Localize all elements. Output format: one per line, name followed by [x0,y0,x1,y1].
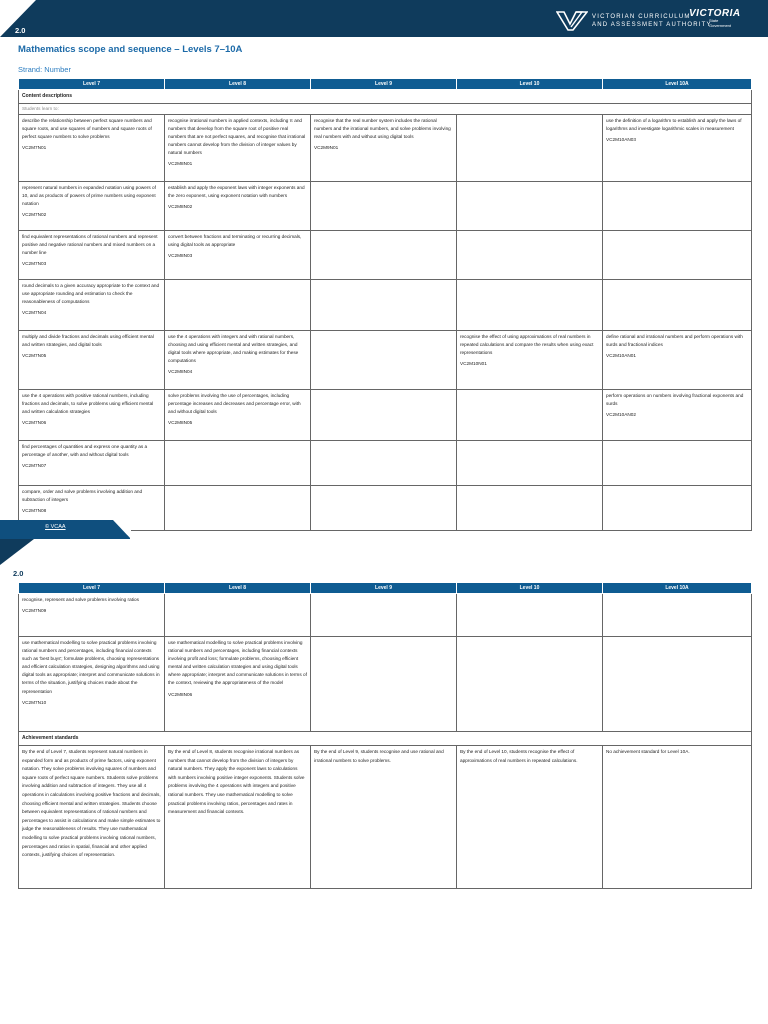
achievement-standard-cell: By the end of Level 9, students recognise and use rational and irrational numbers to solve problems. [311,746,457,889]
subheading-row [19,104,752,115]
content-description-text: use mathematical modelling to solve practical problems involving rational numbers and percentages, including financial contexts involving profit and loss; formulate problems, choosing efficient mental and written calculation strategies and using digital tools where appropriate; interpret and communicate solutions in terms of the context, reviewing the appropriateness of the model [168,640,307,686]
table-row [19,441,752,486]
content-code: VC2M10N01 [460,361,487,367]
content-description-text: represent natural numbers in expanded notation using powers of 10, and as products of powers of prime numbers using exponent notation [22,185,156,207]
page-title: Mathematics scope and sequence – Levels 7–10A [18,44,243,55]
content-code: VC2M10AN03 [606,137,636,143]
table-row [19,331,752,390]
header-level-9: Level 9 [311,79,457,90]
content-description-text: convert between fractions and terminating or recurring decimals, using digital tools as appropriate [168,234,302,248]
content-cell [311,231,457,280]
scope-sequence-table-2 [18,582,752,889]
content-cell [19,280,165,331]
content-cell [19,637,165,732]
content-description-text: describe the relationship between perfect square numbers and square roots, and use squares of numbers and square roots of perfect square numbers to solve problems [22,118,152,140]
content-cell [603,594,752,637]
section-achievement-standards: Achievement standards [19,732,752,746]
content-cell [311,441,457,486]
content-code: VC2M8N05 [168,420,193,426]
content-code: VC2M8N04 [168,369,193,375]
victoria-logo-government: Government [709,22,732,28]
content-cell [457,637,603,732]
content-description-text: use the 4 operations with positive rational numbers, including fractions and decimals, to solve problems using efficient mental and written calculation strategies [22,393,154,415]
content-cell [311,637,457,732]
section-content-descriptions: Content descriptions [19,90,752,104]
content-cell [165,637,311,732]
content-cell [165,390,311,441]
content-cell [457,115,603,182]
achievement-standard-cell: By the end of Level 10, students recognise the effect of approximations of real numbers in repeated calculations. [457,746,603,889]
content-description-text: use the definition of a logarithm to establish and apply the laws of logarithms and investigate logarithmic scales in measurement [606,118,742,132]
content-cell [311,331,457,390]
content-cell [19,231,165,280]
content-description-text: perform operations on numbers involving fractional exponents and surds [606,393,744,407]
content-code: VC2M7N01 [22,145,47,151]
footer-band [0,520,130,539]
content-cell [603,486,752,531]
header-band [0,0,768,37]
content-cell [603,390,752,441]
content-code: VC2M10AN02 [606,412,636,418]
vcaa-logo-line1: VICTORIAN CURRICULUM [592,14,691,20]
content-cell [457,594,603,637]
achievement-standard-cell: No achievement standard for Level 10A. [603,746,752,889]
content-cell [457,182,603,231]
content-cell [165,231,311,280]
section-row [19,732,752,746]
header-level-9: Level 9 [311,583,457,594]
content-description-text: use the 4 operations with integers and with rational numbers, choosing and using efficient mental and written strategies, and digital tools where appropriate, and making estimates for these computations [168,334,299,364]
vcaa-logo-line2: AND ASSESSMENT AUTHORITY [592,22,712,28]
content-cell [311,390,457,441]
copyright-link[interactable]: © VCAA [45,524,66,530]
content-cell [457,441,603,486]
victoria-logo-state: State [709,18,719,23]
table-header-row [19,79,752,90]
content-description-text: solve problems involving the use of percentages, including percentage increases and decreases and percentage error, with and without digital tools [168,393,301,415]
content-description-text: recognise the effect of using approximations of real numbers in repeated calculations and compare the results when using exact representations [460,334,594,356]
table-row [19,231,752,280]
content-cell [457,486,603,531]
content-cell [311,182,457,231]
header-level-10: Level 10 [457,79,603,90]
content-cell [19,331,165,390]
header-level-8: Level 8 [165,79,311,90]
victoria-logo-wordmark: VICTORIA [689,8,741,19]
scope-sequence-table-1 [18,78,752,531]
content-description-text: recognise irrational numbers in applied contexts, including π and numbers that develop from the square root of positive real numbers that are not perfect squares, and recognise that irrational numbers cannot develop from the division of integer values by natural numbers [168,118,306,156]
content-code: VC2M10AN01 [606,353,636,359]
content-code: VC2M7N09 [22,608,47,614]
table-row [19,280,752,331]
table-row [19,594,752,637]
header-level-10a: Level 10A [603,583,752,594]
students-learn-label: Students learn to: [19,104,752,115]
strand-label: Strand: Number [18,65,71,74]
table-row [19,637,752,732]
content-description-text: find percentages of quantities and express one quantity as a percentage of another, with and without digital tools [22,444,148,458]
achievement-row [19,746,752,889]
content-code: VC2M9N01 [314,145,339,151]
content-description-text: find equivalent representations of rational numbers and represent positive and negative rational numbers and mixed numbers on a number line [22,234,158,256]
content-description-text: recognise that the real number system includes the rational numbers and the irrational numbers, and solve problems involving real numbers with and without using digital tools [314,118,451,140]
content-cell [165,594,311,637]
table-row [19,390,752,441]
content-code: VC2M7N10 [22,699,47,705]
content-description-text: multiply and divide fractions and decimals using efficient mental and written strategies, and digital tools [22,334,154,348]
content-cell [457,390,603,441]
header-level-10a: Level 10A [603,79,752,90]
content-cell [165,486,311,531]
page-corner-decoration [0,539,34,565]
content-code: VC2M8N02 [168,204,193,210]
content-code: VC2M7N07 [22,463,47,469]
version-label-page-2: 2.0 [13,569,24,578]
content-description-text: use mathematical modelling to solve practical problems involving rational numbers and percentages, including financial contexts such as 'best buys'; formulate problems, choosing representations and efficient calculation strategies, designing algorithms and using digital tools as appropriate; interpret and communicate solutions in terms of the situation, justifying choices made about the representation [22,640,160,694]
content-code: VC2M8N01 [168,161,193,167]
content-cell [311,280,457,331]
content-code: VC2M7N02 [22,212,47,218]
content-cell [165,331,311,390]
content-code: VC2M7N03 [22,261,47,267]
content-cell [165,115,311,182]
content-cell [457,231,603,280]
header-level-7: Level 7 [19,583,165,594]
content-cell [19,594,165,637]
content-cell [603,115,752,182]
content-cell [603,231,752,280]
content-cell [19,441,165,486]
header-level-8: Level 8 [165,583,311,594]
content-code: VC2M8N03 [168,253,193,259]
vcaa-logo-icon [556,9,588,31]
content-cell [19,182,165,231]
content-cell [603,331,752,390]
content-description-text: recognise, represent and solve problems involving ratios [22,597,139,602]
content-cell [165,182,311,231]
content-code: VC2M7N08 [22,508,47,514]
content-cell [165,441,311,486]
content-cell [457,280,603,331]
content-cell [311,486,457,531]
table-row [19,115,752,182]
content-cell [457,331,603,390]
header-level-7: Level 7 [19,79,165,90]
content-description-text: compare, order and solve problems involving addition and subtraction of integers [22,489,143,503]
content-code: VC2M7N04 [22,310,47,316]
vcaa-logo [556,9,712,31]
achievement-standard-cell: By the end of Level 7, students represent natural numbers in expanded form and as products of prime factors, using exponent notation. They solve problems involving squares of numbers and square roots of perfect square numbers. Students solve problems involving addition and subtraction of integers. They use all 4 operations in calculations involving positive fractions and decimals, choosing efficient mental and written strategies. Students choose between equivalent representations of rational numbers and percentages to assist in calculations and make simple estimates to judge the reasonableness of results. They use mathematical modelling to solve practical problems involving rational numbers, percentages and ratios in spatial, financial and other applied contexts, justifying choices of representation. [19,746,165,889]
content-code: VC2M7N05 [22,353,47,359]
content-cell [311,115,457,182]
table-row [19,182,752,231]
content-code: VC2M8N06 [168,691,193,697]
content-description-text: round decimals to a given accuracy appropriate to the context and use appropriate rounding and estimation to check the reasonableness of computations [22,283,160,305]
content-cell [19,390,165,441]
content-cell [603,637,752,732]
content-cell [19,115,165,182]
version-label: 2.0 [15,26,26,35]
victoria-government-logo [689,8,741,28]
table-header-row [19,583,752,594]
achievement-standard-cell: By the end of Level 8, students recognise irrational numbers as numbers that cannot develop from the division of integers by natural numbers. They apply the exponent laws to calculations with numbers involving positive integer exponents. Students solve problems involving the 4 operations with integers and positive rational numbers. They use mathematical modelling to solve practical problems involving ratios, percentages and rates in measurement and financial contexts. [165,746,311,889]
content-code: VC2M7N06 [22,420,47,426]
content-description-text: define rational and irrational numbers and perform operations with surds and fractional indices [606,334,743,348]
content-cell [311,594,457,637]
content-cell [603,441,752,486]
section-row [19,90,752,104]
content-cell [603,182,752,231]
content-cell [165,280,311,331]
content-cell [603,280,752,331]
content-description-text: establish and apply the exponent laws with integer exponents and the zero exponent, using exponent notation with numbers [168,185,305,199]
header-level-10: Level 10 [457,583,603,594]
